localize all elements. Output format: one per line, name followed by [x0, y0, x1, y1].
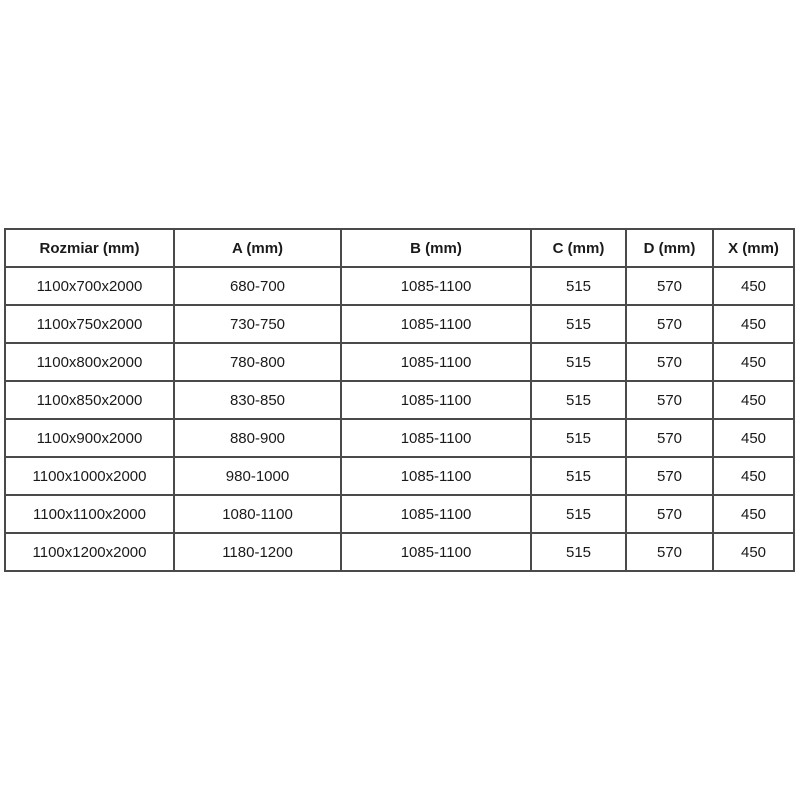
table-row — [5, 381, 794, 419]
table-cell: 570 — [626, 343, 713, 381]
table-cell: 1100x1200x2000 — [5, 533, 174, 571]
table-row — [5, 343, 794, 381]
table-row — [5, 305, 794, 343]
table-cell: 515 — [531, 495, 626, 533]
column-header-d: D (mm) — [626, 229, 713, 267]
table-cell: 515 — [531, 381, 626, 419]
header-row — [5, 229, 794, 267]
table-cell: 980-1000 — [174, 457, 341, 495]
table-header — [5, 229, 794, 267]
table-cell: 1080-1100 — [174, 495, 341, 533]
table-cell: 1085-1100 — [341, 267, 531, 305]
table-cell: 450 — [713, 381, 794, 419]
column-header-b: B (mm) — [341, 229, 531, 267]
column-header-a: A (mm) — [174, 229, 341, 267]
table-row — [5, 457, 794, 495]
table-cell: 1085-1100 — [341, 381, 531, 419]
table-cell: 570 — [626, 419, 713, 457]
table-cell: 515 — [531, 533, 626, 571]
table-cell: 1085-1100 — [341, 343, 531, 381]
table-cell: 515 — [531, 343, 626, 381]
table-cell: 1085-1100 — [341, 495, 531, 533]
table-cell: 570 — [626, 457, 713, 495]
table-cell: 515 — [531, 267, 626, 305]
table-body — [5, 267, 794, 571]
table-cell: 515 — [531, 419, 626, 457]
table-row — [5, 533, 794, 571]
table-row — [5, 419, 794, 457]
table-cell: 570 — [626, 305, 713, 343]
table-row — [5, 495, 794, 533]
table-cell: 1100x750x2000 — [5, 305, 174, 343]
table-cell: 570 — [626, 267, 713, 305]
dimensions-table — [4, 228, 795, 572]
table-cell: 780-800 — [174, 343, 341, 381]
table-cell: 830-850 — [174, 381, 341, 419]
table-cell: 1085-1100 — [341, 533, 531, 571]
table-cell: 1100x700x2000 — [5, 267, 174, 305]
column-header-c: C (mm) — [531, 229, 626, 267]
table-cell: 1085-1100 — [341, 305, 531, 343]
table-cell: 1085-1100 — [341, 457, 531, 495]
table-cell: 880-900 — [174, 419, 341, 457]
table-cell: 570 — [626, 533, 713, 571]
table-cell: 450 — [713, 457, 794, 495]
table-cell: 450 — [713, 419, 794, 457]
table-cell: 570 — [626, 495, 713, 533]
table-cell: 730-750 — [174, 305, 341, 343]
table-cell: 680-700 — [174, 267, 341, 305]
table-cell: 1100x1100x2000 — [5, 495, 174, 533]
table-cell: 450 — [713, 305, 794, 343]
table-cell: 1085-1100 — [341, 419, 531, 457]
table-cell: 450 — [713, 343, 794, 381]
table-cell: 1100x1000x2000 — [5, 457, 174, 495]
table-cell: 515 — [531, 305, 626, 343]
table-cell: 450 — [713, 533, 794, 571]
table-cell: 450 — [713, 267, 794, 305]
table-cell: 1180-1200 — [174, 533, 341, 571]
table-row — [5, 267, 794, 305]
column-header-rozmiar: Rozmiar (mm) — [5, 229, 174, 267]
table-cell: 515 — [531, 457, 626, 495]
table-cell: 450 — [713, 495, 794, 533]
column-header-x: X (mm) — [713, 229, 794, 267]
table-cell: 1100x800x2000 — [5, 343, 174, 381]
table-cell: 570 — [626, 381, 713, 419]
table-cell: 1100x900x2000 — [5, 419, 174, 457]
table-cell: 1100x850x2000 — [5, 381, 174, 419]
